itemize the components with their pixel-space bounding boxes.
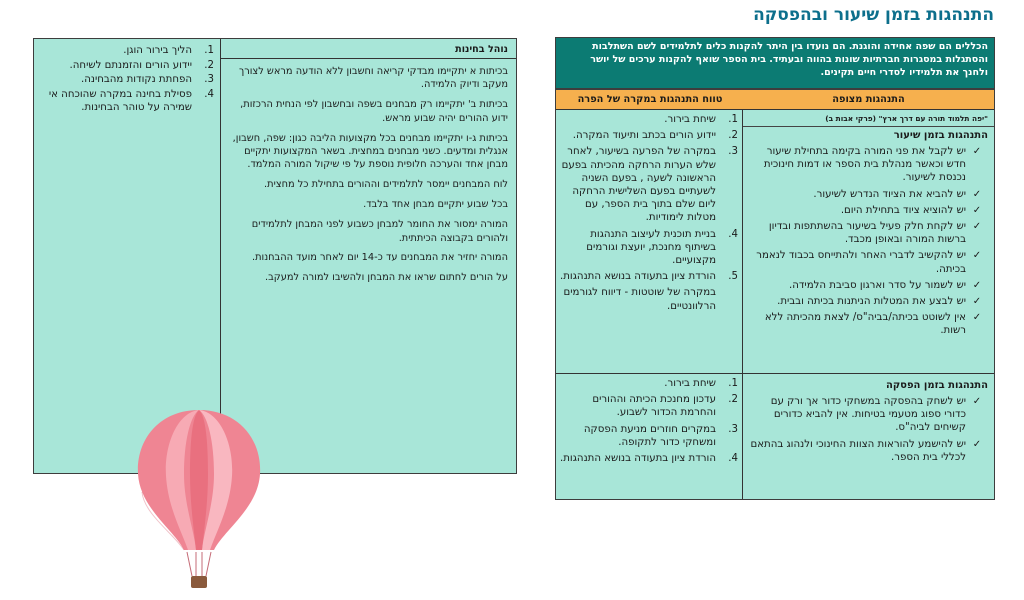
item-number: 2. [204, 59, 214, 71]
exam-policy-table [33, 38, 517, 474]
lesson-handling-list [560, 113, 738, 313]
check-icon: ✓ [972, 312, 982, 324]
item-text: שיחת בירור. [664, 114, 716, 125]
list-item [560, 270, 738, 283]
item-text: במקרים חוזרים מניעת הפסקה ומשחקי כדור לתקופה. [583, 423, 716, 448]
recess-handling-list [560, 377, 738, 465]
list-item [749, 220, 988, 246]
exam-policy-column [220, 39, 516, 473]
lesson-section-title: התנהגות בזמן שיעור [893, 130, 988, 141]
recess-section-title: התנהגות בזמן הפסקה [885, 380, 988, 391]
item-text: עדכון מחנכת הכיתה וההורים והחרמת הכדור לשבוע. [592, 394, 716, 419]
list-item [749, 145, 988, 185]
exam-policy-paragraphs [227, 65, 508, 285]
item-text: בניית תוכנית לעיצוב התנהגות בשיתוף מחנכת, יועצת וגורמים מקצועיים. [586, 228, 716, 267]
item-text: יש להביא את הציוד הנדרש לשיעור. [813, 188, 966, 200]
list-item [560, 452, 738, 465]
exam-policy-paragraph: בכיתות א יתקיימו מבדקי קריאה וחשבון ללא הודעה מראש לצורך מעקב ודיוק הלמידה. [238, 66, 508, 91]
item-number: 2. [728, 394, 738, 406]
item-text: יש לשחק בהפסקה במשחקי כדור אך ורק עם כדורי ספוג מטעמי בטיחות. אין להביא כדורים קשיחים לביה"ס. [770, 396, 966, 434]
hot-air-balloon-icon [134, 404, 264, 594]
list-item [560, 286, 738, 312]
list-item [560, 113, 738, 126]
item-text: במקרה של הפרעה בשיעור, לאחר שלש הערות הרחקה מהכיתה בפעם הראשונה לשעה , בפעם השניה לשעתיים בפעם השלישית הרחקה ליום שלם בתוך בית הספר, עם מטלות לימודיות. [561, 146, 716, 224]
list-item [560, 393, 738, 419]
list-item [38, 73, 214, 87]
exam-policy-paragraph: המורה יחזיר את המבחנים עד כ-14 יום לאחר מועד ההבחנות. [251, 252, 508, 264]
list-item [749, 279, 988, 292]
item-text: יש לבצע את המטלות הניתנות בכיתה ובבית. [777, 296, 966, 308]
item-number: 5. [728, 271, 738, 283]
check-icon: ✓ [972, 204, 982, 216]
item-text: יש להישמע להוראות הצוות החינוכי ולנהוג בהתאם לכללי בית הספר. [750, 438, 966, 463]
exam-policy-paragraph: בכיתות ב' יתקיימו רק מבחנים בשפה ובחשבון לפי הנחית הרכזות, ידוע ההורים יהיה שבוע מראש. [240, 99, 508, 124]
recess-expected-list [749, 395, 988, 464]
list-item [749, 295, 988, 308]
item-number: 1. [728, 114, 738, 125]
check-icon: ✓ [972, 396, 982, 407]
item-text: אין לשוטט בכיתה/בביה"ס/ לצאת מהכיתה ללא רשות. [764, 312, 966, 337]
item-number: 1. [204, 45, 214, 56]
list-item [560, 145, 738, 224]
item-text: הליך בירור הוגן. [123, 45, 192, 56]
exam-policy-paragraph: בכל שבוע יתקיים מבחן אחד בלבד. [363, 199, 508, 211]
item-text: שיחת בירור. [664, 378, 716, 389]
lesson-handling-cell [556, 110, 744, 374]
expected-behavior-header: התנהגות מצופה [742, 90, 994, 110]
list-item [38, 44, 214, 58]
recess-handling-cell [556, 374, 744, 499]
check-icon: ✓ [972, 279, 982, 291]
item-number: 4. [728, 228, 738, 240]
item-number: 3. [728, 423, 738, 435]
exam-policy-heading: נוהל בחינות [221, 44, 516, 59]
item-text: יש לקבל את פני המורה בקימה בתחילת שיעור חדש וכאשר מנהלת בית הספר או דמות חינוכית נכנסת לשיעור. [763, 146, 966, 184]
intro-banner: הכללים הם שפה אחידה והוגנת. הם נועדו בין היתר להקנות כלים לתלמידים לשם השתלבות והסתגלות במסגרות חברתיות שונות בהווה ובעתיד. בית הספר שואף להקנות ערכים של יושר ולחנך את תלמידיו לסדרי חיים תקינים. [555, 37, 995, 89]
recess-expected-cell [742, 374, 994, 499]
list-item [560, 129, 738, 142]
exam-policy-paragraph: המורה ימסור את החומר למבחן כשבוע לפני המבחן לתלמידים ולהורים בקבוצה הכיתתית. [251, 219, 508, 244]
item-text: הורדת ציון בתעודה בנושא התנהגות. [560, 271, 716, 283]
lesson-expected-cell [742, 110, 994, 374]
item-number: 3. [204, 74, 214, 85]
item-text: יש לקחת חלק פעיל בשיעור בהשתתפות ובדיון ברשות המורה ובאופן מכבד. [768, 221, 966, 246]
list-item [749, 438, 988, 464]
check-icon: ✓ [972, 250, 982, 262]
item-number: 1. [728, 378, 738, 389]
exam-policy-paragraph: לוח המבחנים יימסר לתלמידים וההורים בתחילת כל מחצית. [264, 179, 508, 191]
check-icon: ✓ [972, 296, 982, 308]
check-icon: ✓ [972, 438, 982, 450]
lesson-expected-list [749, 145, 988, 338]
exam-policy-paragraph: על הורים לחתום שראו את המבחן ולהשיבו למורה למעקב. [265, 272, 508, 284]
list-item [749, 395, 988, 435]
quote: "יפה תלמוד תורה עם דרך ארץ" (פרקי אבות ב) [743, 114, 994, 127]
list-item [38, 88, 214, 115]
item-text: הורדת ציון בתעודה בנושא התנהגות. [560, 453, 716, 465]
list-item [749, 204, 988, 217]
list-item [38, 59, 214, 73]
exam-violation-list [38, 44, 214, 115]
check-icon: ✓ [972, 146, 982, 157]
list-item [749, 311, 988, 337]
list-item [749, 249, 988, 275]
item-text: במקרה של שוטטות - דיווח לגורמים הרלוונטיים. [563, 287, 716, 312]
item-text: יידוע הורים בכתב ותיעוד המקרה. [572, 130, 716, 142]
list-item [560, 423, 738, 449]
item-text: פסילת בחינה במקרה שהוכחה אי שמירה על טוהר הבחינות. [48, 88, 192, 113]
check-icon: ✓ [972, 221, 982, 233]
item-number: 2. [728, 130, 738, 142]
violation-range-header: טווח התנהגות במקרה של הפרה [556, 90, 744, 110]
item-number: 3. [728, 146, 738, 158]
item-text: יש להוציא ציוד בתחילת היום. [840, 204, 966, 216]
behavior-table [555, 89, 995, 500]
item-text: יידוע הורים והזמנתם לשיחה. [69, 59, 192, 71]
check-icon: ✓ [972, 188, 982, 200]
exam-policy-paragraph: בכיתות ג-ו יתקיימו מבחנים בכל מקצועות הליבה כגון: שפה, חשבון, אנגלית ומדעים. כשני מבחנים במחצית. בשאר המקצועות יתקיים מבחן אחד והערכה חלופית נוספת על פי שיקול המורה המלמד. [232, 132, 508, 171]
list-item [749, 188, 988, 201]
item-number: 4. [728, 453, 738, 465]
item-text: יש להקשיב לדברי האחר ולהתייחס בכבוד לנאמר בכיתה. [756, 250, 966, 275]
list-item [560, 228, 738, 268]
list-item [560, 377, 738, 390]
item-text: הפחתת נקודות מהבחינה. [80, 74, 192, 85]
item-text: יש לשמור על סדר וארגון סביבת הלמידה. [788, 279, 966, 291]
item-number: 4. [204, 88, 214, 100]
page-title: התנהגות בזמן שיעור ובהפסקה [753, 5, 994, 25]
